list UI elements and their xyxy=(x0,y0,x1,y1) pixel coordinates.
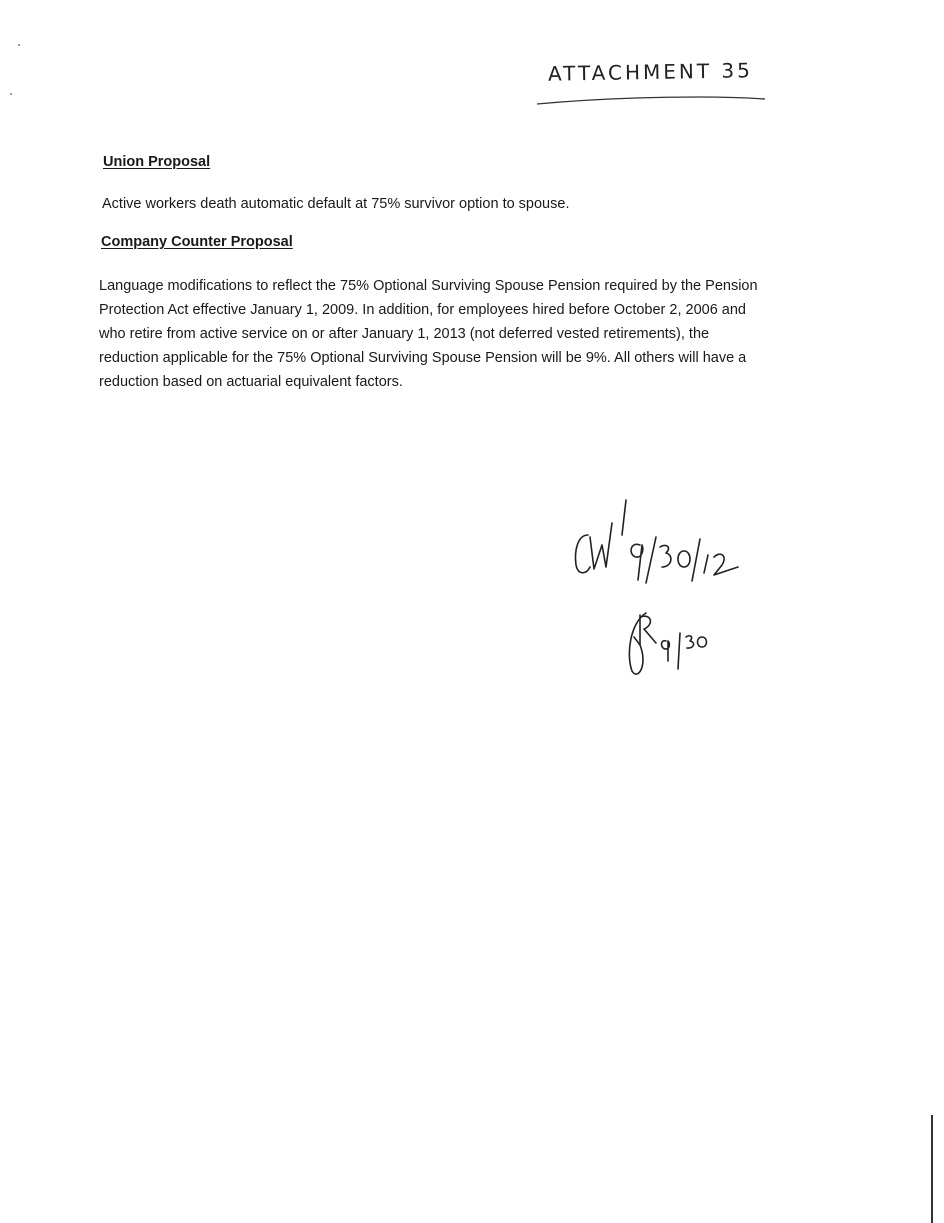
body-line: Protection Act effective January 1, 2009. In addition, for employees hired before October 2, 2006 and xyxy=(99,302,746,318)
company-counter-proposal-heading: Company Counter Proposal xyxy=(101,234,293,250)
scan-edge-line xyxy=(931,1115,933,1223)
body-line: Language modifications to reflect the 75% Optional Surviving Spouse Pension required by the Pension xyxy=(99,278,758,294)
body-line: reduction applicable for the 75% Optional Surviving Spouse Pension will be 9%. All others will have a xyxy=(99,350,747,366)
attachment-underline xyxy=(0,0,944,120)
handwritten-signatures xyxy=(560,495,760,685)
company-counter-proposal-body xyxy=(99,274,799,394)
union-proposal-heading: Union Proposal xyxy=(103,154,211,170)
union-proposal-body: Active workers death automatic default at 75% survivor option to spouse. xyxy=(102,196,570,212)
body-line: reduction based on actuarial equivalent factors. xyxy=(99,374,403,390)
body-line: who retire from active service on or after January 1, 2013 (not deferred vested retirements), the xyxy=(99,326,710,342)
attachment-label: ATTACHMENT 35 xyxy=(547,58,754,86)
